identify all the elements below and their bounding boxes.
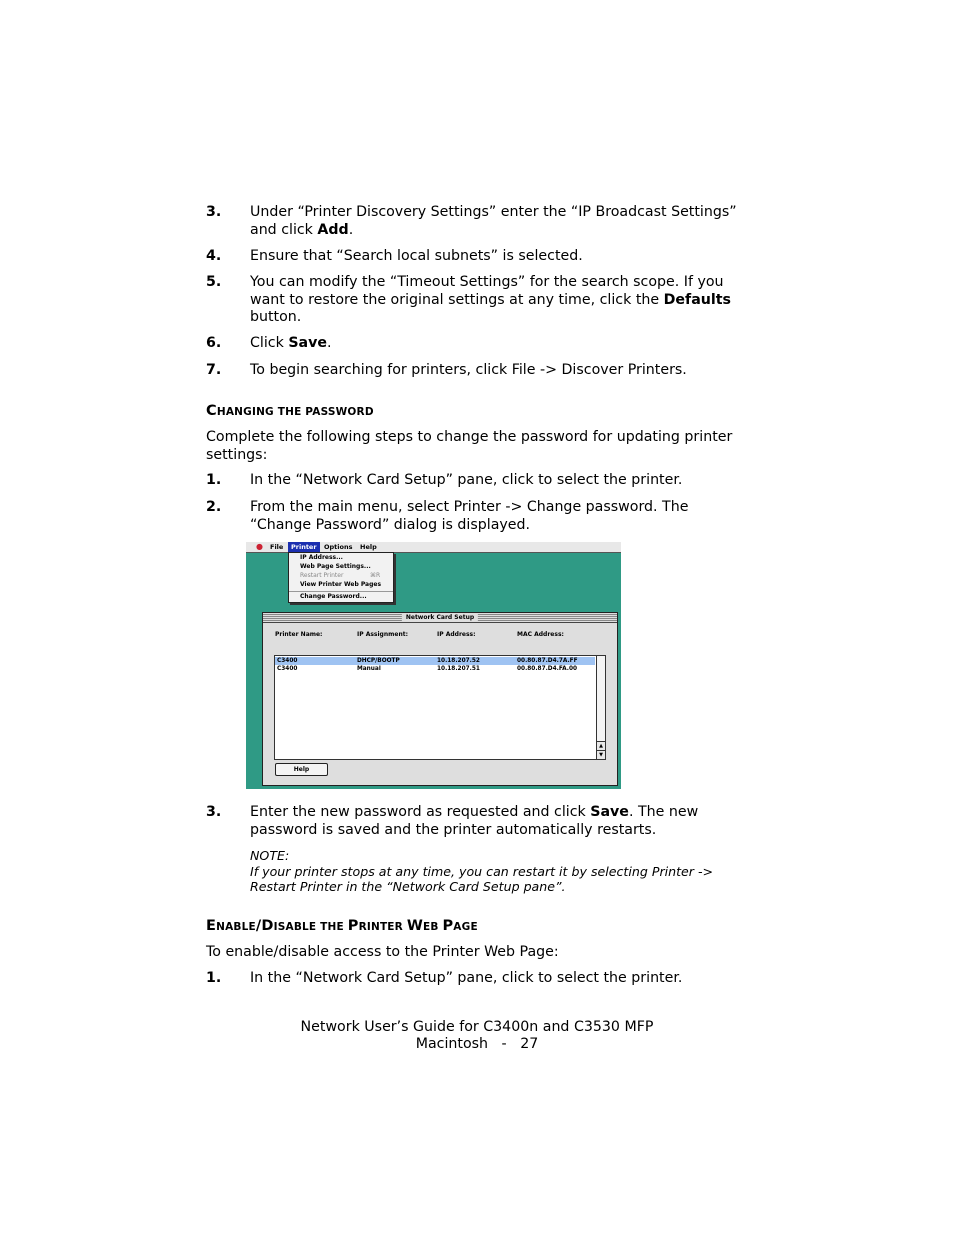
step-text-part: . bbox=[327, 335, 332, 351]
step-text-part: . bbox=[348, 221, 354, 238]
step-line bbox=[250, 804, 750, 822]
column-ip-assignment: IP Assignment: bbox=[357, 631, 408, 638]
menu-options[interactable]: Options bbox=[324, 543, 353, 551]
table-row[interactable] bbox=[275, 657, 595, 665]
heading-cap: C bbox=[206, 403, 217, 419]
step-text-part: Click bbox=[250, 335, 289, 351]
menu-item-change-password[interactable]: Change Password... bbox=[300, 593, 367, 600]
cell-mac: 00.80.87.D4.FA.00 bbox=[517, 666, 578, 672]
enable-intro: To enable/disable access to the Printer Web Page: bbox=[206, 944, 559, 960]
step-number: 5. bbox=[206, 274, 222, 290]
window-titlebar[interactable] bbox=[263, 613, 617, 623]
heading-cap: E bbox=[206, 918, 217, 934]
footer-guide-title: Network User’s Guide for C3400n and C3530 MFP bbox=[300, 1019, 654, 1035]
heading-smallcaps: AGE bbox=[453, 921, 478, 933]
printer-dropdown-menu bbox=[288, 552, 394, 603]
cell-assignment: Manual bbox=[357, 666, 381, 672]
step-number: 6. bbox=[206, 335, 222, 351]
heading-cap: /D bbox=[255, 918, 274, 934]
paragraph-line: settings: bbox=[206, 446, 268, 463]
step-line bbox=[250, 292, 750, 310]
heading-cap: P bbox=[347, 918, 359, 934]
cell-ip: 10.18.207.51 bbox=[437, 666, 480, 672]
step-text-part: . The new bbox=[628, 804, 699, 820]
step-text-part: Enter the new password as requested and click bbox=[250, 804, 591, 820]
step-number: 2. bbox=[206, 499, 222, 515]
heading-changing-password bbox=[206, 403, 374, 419]
menu-item-view-web-pages[interactable]: View Printer Web Pages bbox=[300, 581, 382, 588]
step-number: 1. bbox=[206, 970, 222, 986]
step-text: To begin searching for printers, click File -> Discover Printers. bbox=[250, 362, 687, 378]
step-text bbox=[250, 499, 750, 534]
step-line: password is saved and the printer automatically restarts. bbox=[250, 821, 657, 838]
step-line: button. bbox=[250, 309, 302, 325]
step-text bbox=[250, 274, 750, 327]
column-printer-name: Printer Name: bbox=[275, 631, 323, 638]
heading-smallcaps: NABLE bbox=[216, 921, 256, 933]
list-scrollbar[interactable] bbox=[596, 656, 605, 759]
note-label: NOTE: bbox=[250, 848, 290, 863]
note-block bbox=[250, 848, 750, 895]
cell-assignment: DHCP/BOOTP bbox=[357, 658, 400, 664]
heading-smallcaps: ISABLE THE bbox=[273, 921, 348, 933]
step-bold-word: Save bbox=[288, 335, 327, 351]
network-card-setup-window bbox=[262, 612, 618, 786]
printer-list bbox=[274, 655, 606, 760]
heading-smallcaps: EB bbox=[423, 921, 443, 933]
heading-enable-disable-web-page bbox=[206, 918, 478, 934]
menu-help[interactable]: Help bbox=[360, 543, 377, 551]
step-bold-word: Add bbox=[317, 221, 349, 238]
column-mac-address: MAC Address: bbox=[517, 631, 564, 638]
step-line bbox=[250, 222, 750, 240]
step-bold-word: Defaults bbox=[663, 291, 731, 308]
heading-smallcaps: RINTER bbox=[358, 921, 407, 933]
step-line: From the main menu, select Printer -> Change password. The bbox=[250, 499, 689, 515]
step-number: 3. bbox=[206, 204, 222, 220]
heading-cap: W bbox=[406, 918, 424, 934]
scroll-down-icon[interactable]: ▼ bbox=[597, 750, 605, 759]
heading-smallcaps: HANGING THE PASSWORD bbox=[216, 406, 374, 418]
cell-name: C3400 bbox=[277, 666, 298, 672]
cell-name: C3400 bbox=[277, 658, 298, 664]
step-bold-word: Save bbox=[590, 804, 629, 820]
step-text-part: and click bbox=[250, 221, 318, 238]
window-title: Network Card Setup bbox=[402, 613, 478, 622]
step-number: 7. bbox=[206, 362, 222, 378]
column-ip-address: IP Address: bbox=[437, 631, 476, 638]
apple-icon[interactable]: ● bbox=[256, 542, 263, 551]
step-text: Ensure that “Search local subnets” is selected. bbox=[250, 248, 583, 264]
cell-mac: 00.80.87.D4.7A.FF bbox=[517, 658, 578, 664]
step-text: In the “Network Card Setup” pane, click to select the printer. bbox=[250, 970, 683, 986]
step-number: 4. bbox=[206, 248, 222, 264]
step-text bbox=[250, 204, 750, 239]
menu-item-restart-printer bbox=[300, 572, 381, 580]
menu-file[interactable]: File bbox=[270, 543, 284, 551]
step-number: 3. bbox=[206, 804, 222, 820]
restart-label: Restart Printer bbox=[300, 572, 344, 579]
heading-cap: P bbox=[442, 918, 454, 934]
menu-separator bbox=[289, 591, 393, 592]
menu-item-ip-address[interactable]: IP Address... bbox=[300, 554, 343, 561]
step-text bbox=[250, 804, 750, 839]
step-text bbox=[250, 335, 750, 353]
footer-page-number: Macintosh - 27 bbox=[415, 1036, 539, 1052]
note-line: If your printer stops at any time, you can restart it by selecting Printer -> bbox=[250, 863, 714, 879]
step-line: Under “Printer Discovery Settings” enter the “IP Broadcast Settings” bbox=[250, 204, 737, 220]
step-line: You can modify the “Timeout Settings” for the search scope. If you bbox=[250, 274, 724, 290]
cell-ip: 10.18.207.52 bbox=[437, 658, 480, 664]
step-number: 1. bbox=[206, 472, 222, 488]
step-text: In the “Network Card Setup” pane, click to select the printer. bbox=[250, 472, 683, 488]
menu-item-web-page-settings[interactable]: Web Page Settings... bbox=[300, 563, 371, 570]
help-button[interactable]: Help bbox=[275, 763, 328, 776]
step-text-part: want to restore the original settings at any time, click the bbox=[250, 291, 664, 308]
menu-printer[interactable]: Printer bbox=[288, 542, 320, 552]
step-line: “Change Password” dialog is displayed. bbox=[250, 516, 531, 533]
restart-shortcut: ⌘R bbox=[370, 572, 381, 579]
scroll-up-icon[interactable]: ▲ bbox=[597, 741, 605, 750]
intro-paragraph bbox=[206, 429, 746, 464]
note-line: Restart Printer in the “Network Card Setup pane”. bbox=[250, 879, 566, 894]
paragraph-line: Complete the following steps to change the password for updating printer bbox=[206, 429, 733, 445]
mac-screenshot bbox=[246, 542, 621, 789]
table-row[interactable] bbox=[275, 665, 595, 673]
